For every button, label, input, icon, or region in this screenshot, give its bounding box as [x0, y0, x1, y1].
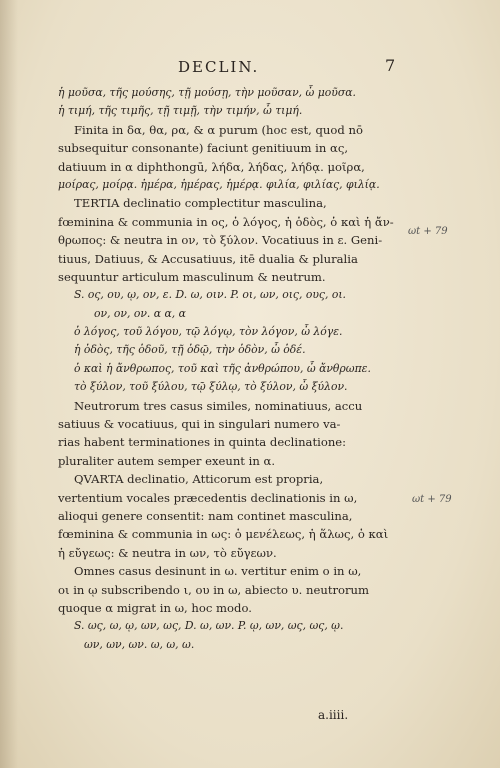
greek-paradigm-line: ὁ λόγος, τοῦ λόγου, τῷ λόγῳ, τὸν λόγον, ὦ λόγε. [74, 325, 343, 339]
text-line: Neutrorum tres casus similes, nominatiuus, accu [74, 398, 363, 413]
greek-paradigm-line: S. ος, ου, ῳ, ον, ε. D. ω, οιν. P. οι, ων, οις, ους, οι. [74, 288, 346, 302]
greek-paradigm-line: S. ως, ω, ῳ, ων, ως, D. ω, ων. P. ῳ, ων, ως, ως, ῳ. [74, 619, 344, 633]
text-line: tiuus, Datiuus, & Accusatiuus, itē dualia & pluralia [58, 251, 358, 266]
text-line: datiuum in α diphthongū, λήδα, λήδας, λήδᾳ. μοῖρα, [58, 159, 365, 174]
greek-paradigm-line: ἡ μοῦσα, τῆς μούσης, τῇ μούσῃ, τὴν μοῦσαν, ὦ μοῦσα. [58, 86, 356, 99]
greek-paradigm-line: ων, ων, ων. ω, ω, ω. [84, 637, 195, 651]
running-head: DECLIN. [178, 58, 260, 76]
text-line: sequuntur articulum masculinum & neutrum. [58, 269, 326, 284]
greek-paradigm-line: τὸ ξύλον, τοῦ ξύλου, τῷ ξύλῳ, τὸ ξύλον, ὦ ξύλον. [74, 380, 348, 394]
text-line: subsequitur consonante) faciunt genitiuum in ας, [58, 141, 349, 156]
gutter-shadow [0, 0, 18, 768]
greek-paradigm-line: ον, ον, ον. α α, α [94, 306, 186, 320]
greek-paradigm-line: ἡ τιμή, τῆς τιμῆς, τῇ τιμῇ, τὴν τιμήν, ὦ τιμή. [58, 104, 303, 118]
greek-paradigm-line: ἡ ὁδὸς, τῆς ὁδοῦ, τῇ ὁδῷ, τὴν ὁδὸν, ὦ ὁδέ. [74, 343, 306, 357]
page-body [58, 84, 398, 654]
page-number: 7 [385, 56, 396, 75]
margin-note: ωt + 79 [412, 494, 452, 505]
greek-paradigm-line: ὁ καὶ ἡ ἄνθρωπος, τοῦ καὶ τῆς ἀνθρώπου, ὦ ἄνθρωπε. [74, 361, 371, 375]
text-line: TERTIA declinatio complectitur masculina, [74, 196, 327, 211]
greek-paradigm-line: μοίρας, μοίρᾳ. ἡμέρα, ἡμέρας, ἡμέρᾳ. φιλία, φιλίας, φιλίᾳ. [58, 177, 380, 191]
text-line: quoque α migrat in ω, hoc modo. [58, 600, 252, 615]
text-line: satiuus & vocatiuus, qui in singulari numero va- [58, 417, 341, 432]
text-line: ἡ εὔγεως: & neutra in ων, τὸ εὔγεων. [58, 545, 277, 560]
text-line: Omnes casus desinunt in ω. vertitur enim ο in ω, [74, 564, 362, 579]
text-line: pluraliter autem semper exeunt in α. [58, 453, 276, 468]
margin-note: ωt + 79 [408, 226, 448, 237]
text-line: QVARTA declinatio, Atticorum est propria, [74, 472, 324, 487]
text-line: alioqui genere consentit: nam continet masculina, [58, 508, 353, 523]
text-line: οι in ῳ subscribendo ι, ου in ω, abiecto υ. neutrorum [58, 582, 370, 597]
text-line: fœminina & communia in ως: ὁ μενέλεως, ἡ ἅλως, ὁ καὶ [58, 527, 389, 542]
text-line: Finita in δα, θα, ρα, & α purum (hoc est, quod nō [74, 122, 363, 137]
page-header [0, 58, 500, 78]
text-line: rias habent terminationes in quinta declinatione: [58, 435, 347, 450]
signature-mark: a.iiii. [318, 708, 349, 722]
text-line: vertentium vocales præcedentis declinationis in ω, [58, 490, 358, 505]
text-line: fœminina & communia in ος, ὁ λόγος, ἡ ὁδὸς, ὁ καὶ ἡ ἄν- [58, 214, 394, 229]
text-line: θρωπος: & neutra in ον, τὸ ξύλον. Vocatiuus in ε. Geni- [58, 233, 383, 248]
